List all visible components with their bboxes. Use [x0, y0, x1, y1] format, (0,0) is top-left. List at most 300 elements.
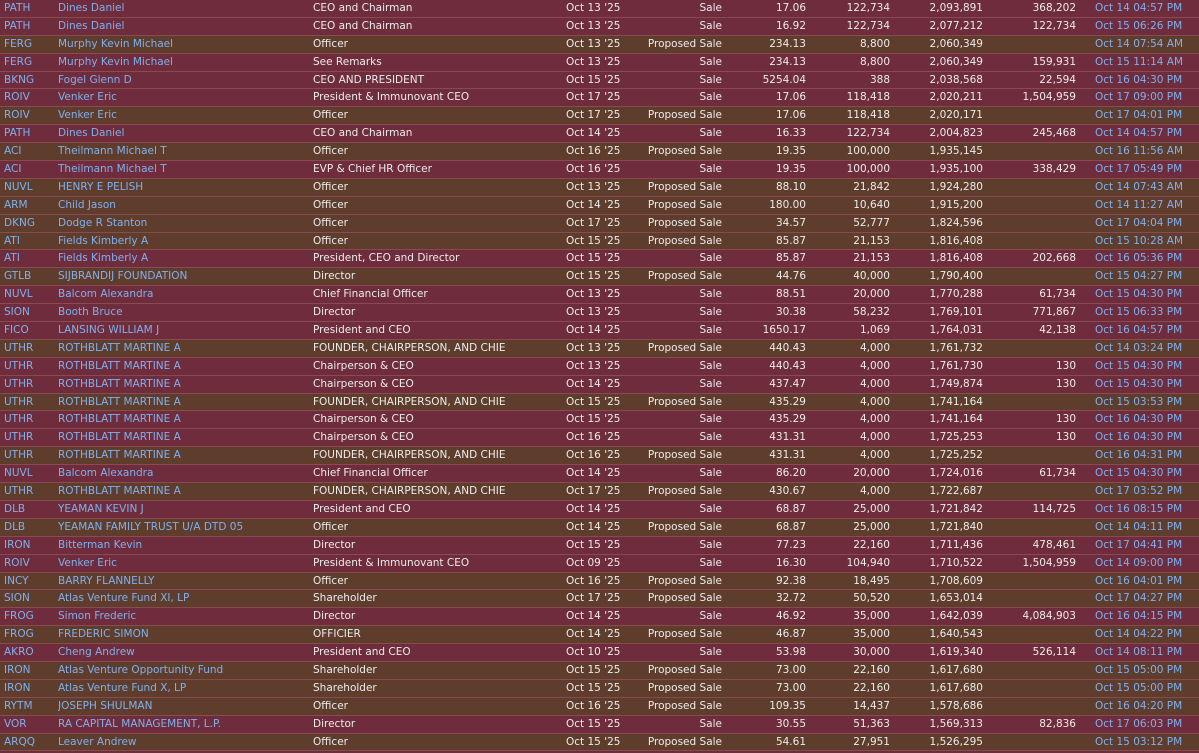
owner-link[interactable]: Dines Daniel — [58, 127, 125, 140]
table-row[interactable] — [0, 125, 1199, 143]
sec-form-link[interactable]: Oct 16 04:20 PM — [1095, 699, 1183, 712]
relationship-cell: Officer — [313, 109, 348, 122]
transaction-cell: Sale — [699, 610, 722, 623]
sec-form-link[interactable]: Oct 14 04:22 PM — [1095, 628, 1183, 641]
table-row[interactable] — [0, 662, 1199, 680]
table-row[interactable] — [0, 698, 1199, 716]
date-cell: Oct 15 '25 — [566, 270, 621, 283]
owner-link[interactable]: Murphy Kevin Michael — [58, 37, 174, 50]
ticker-link[interactable]: ROIV — [4, 91, 30, 104]
relationship-cell: CEO and Chairman — [313, 2, 413, 14]
date-cell: Oct 13 '25 — [566, 288, 621, 301]
sec-form-link[interactable]: Oct 14 09:00 PM — [1095, 556, 1183, 569]
cost-cell: 46.92 — [775, 610, 806, 623]
table-row[interactable] — [0, 447, 1199, 465]
owner-link[interactable]: ROTHBLATT MARTINE A — [58, 395, 181, 408]
table-row[interactable] — [0, 626, 1199, 644]
sec-form-link[interactable]: Oct 15 03:12 PM — [1095, 735, 1183, 748]
cost-cell: 30.38 — [775, 306, 806, 319]
ticker-link[interactable]: DLB — [4, 502, 26, 515]
relationship-cell: CEO and Chairman — [313, 19, 413, 32]
shares-cell: 118,418 — [846, 91, 890, 104]
sec-form-link[interactable]: Oct 16 08:15 PM — [1095, 502, 1183, 515]
sec-form-link[interactable]: Oct 15 04:27 PM — [1095, 270, 1183, 283]
table-row[interactable] — [0, 304, 1199, 322]
shares-total-cell: 478,461 — [1032, 538, 1076, 551]
owner-link[interactable]: Fields Kimberly A — [58, 252, 149, 265]
table-row[interactable] — [0, 197, 1199, 215]
owner-link[interactable]: Murphy Kevin Michael — [58, 55, 174, 68]
sec-form-link[interactable]: Oct 15 05:00 PM — [1095, 681, 1183, 694]
table-row[interactable] — [0, 179, 1199, 197]
ticker-link[interactable]: RYTM — [4, 699, 33, 712]
sec-form-link[interactable]: Oct 15 06:26 PM — [1095, 19, 1183, 32]
table-row[interactable] — [0, 143, 1199, 161]
table-row[interactable] — [0, 608, 1199, 626]
relationship-cell: FOUNDER, CHAIRPERSON, AND CHIE — [313, 449, 506, 462]
ticker-link[interactable]: VOR — [4, 717, 27, 730]
value-cell: 1,790,400 — [929, 270, 983, 283]
table-row[interactable] — [0, 555, 1199, 573]
sec-form-link[interactable]: Oct 17 05:49 PM — [1095, 163, 1183, 176]
cost-cell: 109.35 — [769, 699, 806, 712]
sec-form-link[interactable]: Oct 15 04:30 PM — [1095, 467, 1183, 480]
sec-form-link[interactable]: Oct 15 03:53 PM — [1095, 395, 1183, 408]
owner-link[interactable]: Cheng Andrew — [58, 646, 135, 659]
owner-link[interactable]: Dines Daniel — [58, 2, 125, 14]
owner-link[interactable]: Venker Eric — [58, 91, 117, 104]
transaction-cell: Proposed Sale — [647, 520, 722, 533]
ticker-link[interactable]: DLB — [4, 520, 26, 533]
ticker-link[interactable]: NUVL — [4, 467, 33, 480]
owner-link[interactable]: Fields Kimberly A — [58, 234, 149, 247]
owner-link[interactable]: JOSEPH SHULMAN — [58, 699, 153, 712]
table-row[interactable] — [0, 72, 1199, 90]
sec-form-link[interactable]: Oct 16 04:31 PM — [1095, 449, 1183, 462]
table-row[interactable] — [0, 501, 1199, 519]
shares-total-cell: 159,931 — [1032, 55, 1076, 68]
shares-cell: 35,000 — [853, 628, 890, 641]
sec-form-link[interactable]: Oct 14 03:24 PM — [1095, 341, 1183, 354]
date-cell: Oct 14 '25 — [566, 520, 621, 533]
ticker-link[interactable]: FERG — [4, 37, 33, 50]
cost-cell: 53.98 — [775, 646, 806, 659]
cost-cell: 16.92 — [775, 19, 806, 32]
value-cell: 1,710,522 — [929, 556, 983, 569]
ticker-link[interactable]: ROIV — [4, 109, 30, 122]
transaction-cell: Sale — [699, 163, 722, 176]
ticker-link[interactable]: IRON — [4, 663, 31, 676]
owner-link[interactable]: HENRY E PELISH — [58, 180, 144, 193]
relationship-cell: FOUNDER, CHAIRPERSON, AND CHIE — [313, 485, 506, 498]
owner-link[interactable]: Venker Eric — [58, 556, 117, 569]
table-row[interactable] — [0, 268, 1199, 286]
ticker-link[interactable]: FICO — [4, 324, 29, 337]
cost-cell: 5254.04 — [762, 73, 806, 86]
shares-cell: 51,363 — [853, 717, 890, 730]
transaction-cell: Sale — [699, 646, 722, 659]
table-row[interactable] — [0, 286, 1199, 304]
date-cell: Oct 13 '25 — [566, 180, 621, 193]
shares-cell: 10,640 — [853, 198, 890, 211]
ticker-link[interactable]: AKRO — [4, 646, 34, 659]
relationship-cell: EVP & Chief HR Officer — [313, 163, 432, 176]
relationship-cell: President and CEO — [313, 324, 411, 337]
owner-link[interactable]: SIJBRANDIJ FOUNDATION — [58, 270, 188, 283]
shares-cell: 20,000 — [853, 467, 890, 480]
transaction-cell: Sale — [699, 288, 722, 301]
shares-cell: 4,000 — [859, 395, 890, 408]
cost-cell: 73.00 — [775, 663, 806, 676]
ticker-link[interactable]: PATH — [4, 127, 31, 140]
sec-form-link[interactable]: Oct 14 07:43 AM — [1095, 180, 1184, 193]
owner-link[interactable]: Balcom Alexandra — [58, 288, 154, 301]
value-cell: 2,020,211 — [929, 91, 983, 104]
shares-cell: 4,000 — [859, 431, 890, 444]
cost-cell: 85.87 — [775, 234, 806, 247]
value-cell: 1,619,340 — [929, 646, 983, 659]
table-row[interactable] — [0, 36, 1199, 54]
sec-form-link[interactable]: Oct 16 05:36 PM — [1095, 252, 1183, 265]
owner-link[interactable]: FREDERIC SIMON — [58, 628, 149, 641]
ticker-link[interactable]: UTHR — [4, 449, 34, 462]
cost-cell: 1650.17 — [762, 324, 806, 337]
date-cell: Oct 17 '25 — [566, 109, 621, 122]
transaction-cell: Sale — [699, 413, 722, 426]
sec-form-link[interactable]: Oct 14 04:11 PM — [1095, 520, 1183, 533]
relationship-cell: Officer — [313, 37, 348, 50]
shares-cell: 25,000 — [853, 520, 890, 533]
table-row[interactable] — [0, 429, 1199, 447]
ticker-link[interactable]: UTHR — [4, 395, 34, 408]
sec-form-link[interactable]: Oct 15 04:30 PM — [1095, 288, 1183, 301]
value-cell: 1,722,687 — [929, 485, 983, 498]
ticker-link[interactable]: ACI — [4, 145, 22, 158]
ticker-link[interactable]: UTHR — [4, 359, 34, 372]
shares-cell: 100,000 — [846, 145, 890, 158]
date-cell: Oct 16 '25 — [566, 431, 621, 444]
transaction-cell: Sale — [699, 55, 722, 68]
relationship-cell: Chairperson & CEO — [313, 431, 414, 444]
relationship-cell: FOUNDER, CHAIRPERSON, AND CHIE — [313, 341, 506, 354]
table-row[interactable] — [0, 537, 1199, 555]
value-cell: 1,711,436 — [929, 538, 983, 551]
shares-cell: 100,000 — [846, 163, 890, 176]
owner-link[interactable]: ROTHBLATT MARTINE A — [58, 413, 181, 426]
sec-form-link[interactable]: Oct 17 09:00 PM — [1095, 91, 1183, 104]
ticker-link[interactable]: PATH — [4, 2, 31, 14]
owner-link[interactable]: Atlas Venture Fund XI, LP — [58, 592, 190, 605]
sec-form-link[interactable]: Oct 14 04:57 PM — [1095, 127, 1183, 140]
ticker-link[interactable]: ACI — [4, 163, 22, 176]
cost-cell: 19.35 — [775, 145, 806, 158]
ticker-link[interactable]: ATI — [4, 252, 20, 265]
value-cell: 2,060,349 — [929, 37, 983, 50]
table-row[interactable] — [0, 54, 1199, 72]
table-row[interactable] — [0, 680, 1199, 698]
value-cell: 1,708,609 — [929, 574, 983, 587]
ticker-link[interactable]: FROG — [4, 610, 34, 623]
table-row[interactable] — [0, 107, 1199, 125]
table-row[interactable] — [0, 519, 1199, 537]
ticker-link[interactable]: NUVL — [4, 288, 33, 301]
table-row[interactable] — [0, 322, 1199, 340]
shares-total-cell: 130 — [1055, 413, 1076, 426]
table-row[interactable] — [0, 233, 1199, 251]
owner-link[interactable]: Booth Bruce — [58, 306, 123, 319]
shares-cell: 21,842 — [853, 180, 890, 193]
date-cell: Oct 15 '25 — [566, 735, 621, 748]
date-cell: Oct 14 '25 — [566, 610, 621, 623]
owner-link[interactable]: Dines Daniel — [58, 19, 125, 32]
relationship-cell: Director — [313, 306, 356, 319]
date-cell: Oct 15 '25 — [566, 717, 621, 730]
owner-link[interactable]: Leaver Andrew — [58, 735, 137, 748]
transaction-cell: Sale — [699, 556, 722, 569]
table-row[interactable] — [0, 161, 1199, 179]
value-cell: 1,761,730 — [929, 359, 983, 372]
relationship-cell: Chairperson & CEO — [313, 377, 414, 390]
shares-cell: 22,160 — [853, 663, 890, 676]
table-row[interactable] — [0, 18, 1199, 36]
shares-total-cell: 771,867 — [1032, 306, 1076, 319]
relationship-cell: President & Immunovant CEO — [313, 91, 470, 104]
shares-total-cell: 82,836 — [1039, 717, 1076, 730]
ticker-link[interactable]: IRON — [4, 538, 31, 551]
transaction-cell: Proposed Sale — [647, 592, 722, 605]
owner-link[interactable]: Atlas Venture Fund X, LP — [58, 681, 187, 694]
owner-link[interactable]: Balcom Alexandra — [58, 467, 154, 480]
owner-link[interactable]: Bitterman Kevin — [58, 538, 143, 551]
sec-form-link[interactable]: Oct 15 04:30 PM — [1095, 377, 1183, 390]
relationship-cell: CEO AND PRESIDENT — [313, 73, 425, 86]
date-cell: Oct 09 '25 — [566, 556, 621, 569]
table-row[interactable] — [0, 483, 1199, 501]
value-cell: 1,824,596 — [929, 216, 983, 229]
sec-form-link[interactable]: Oct 16 04:30 PM — [1095, 73, 1183, 86]
transaction-cell: Sale — [699, 359, 722, 372]
ticker-link[interactable]: INCY — [4, 574, 29, 587]
date-cell: Oct 15 '25 — [566, 73, 621, 86]
owner-link[interactable]: RA CAPITAL MANAGEMENT, L.P. — [58, 717, 222, 730]
value-cell: 2,038,568 — [929, 73, 983, 86]
cost-cell: 86.20 — [775, 467, 806, 480]
cost-cell: 77.23 — [775, 538, 806, 551]
table-row[interactable] — [0, 734, 1199, 752]
date-cell: Oct 10 '25 — [566, 646, 621, 659]
sec-form-link[interactable]: Oct 17 04:27 PM — [1095, 592, 1183, 605]
owner-link[interactable]: LANSING WILLIAM J — [58, 324, 160, 337]
table-row[interactable] — [0, 644, 1199, 662]
sec-form-link[interactable]: Oct 17 04:41 PM — [1095, 538, 1183, 551]
sec-form-link[interactable]: Oct 15 06:33 PM — [1095, 306, 1183, 319]
sec-form-link[interactable]: Oct 17 04:04 PM — [1095, 216, 1183, 229]
value-cell: 1,721,840 — [929, 520, 983, 533]
sec-form-link[interactable]: Oct 15 04:30 PM — [1095, 359, 1183, 372]
owner-link[interactable]: YEAMAN FAMILY TRUST U/A DTD 05 — [58, 520, 244, 533]
shares-cell: 21,153 — [853, 234, 890, 247]
shares-cell: 4,000 — [859, 377, 890, 390]
shares-total-cell: 61,734 — [1039, 467, 1076, 480]
sec-form-link[interactable]: Oct 16 04:15 PM — [1095, 610, 1183, 623]
date-cell: Oct 15 '25 — [566, 538, 621, 551]
transaction-cell: Proposed Sale — [647, 216, 722, 229]
ticker-link[interactable]: FROG — [4, 628, 34, 641]
relationship-cell: Officer — [313, 574, 348, 587]
owner-link[interactable]: ROTHBLATT MARTINE A — [58, 377, 181, 390]
sec-form-link[interactable]: Oct 14 07:54 AM — [1095, 37, 1184, 50]
transaction-cell: Proposed Sale — [647, 37, 722, 50]
shares-total-cell: 114,725 — [1032, 502, 1076, 515]
shares-total-cell: 130 — [1055, 431, 1076, 444]
ticker-link[interactable]: ROIV — [4, 556, 30, 569]
date-cell: Oct 13 '25 — [566, 37, 621, 50]
cost-cell: 234.13 — [769, 55, 806, 68]
cost-cell: 234.13 — [769, 37, 806, 50]
sec-form-link[interactable]: Oct 16 04:30 PM — [1095, 431, 1183, 444]
ticker-link[interactable]: UTHR — [4, 413, 34, 426]
table-row[interactable] — [0, 394, 1199, 412]
shares-cell: 18,495 — [853, 574, 890, 587]
cost-cell: 17.06 — [775, 91, 806, 104]
owner-link[interactable]: BARRY FLANNELLY — [58, 574, 155, 587]
ticker-link[interactable]: UTHR — [4, 377, 34, 390]
transaction-cell: Proposed Sale — [647, 574, 722, 587]
value-cell: 1,761,732 — [929, 341, 983, 354]
ticker-link[interactable]: ARQQ — [4, 735, 36, 748]
shares-cell: 40,000 — [853, 270, 890, 283]
shares-cell: 122,734 — [846, 127, 890, 140]
ticker-link[interactable]: IRON — [4, 681, 31, 694]
transaction-cell: Sale — [699, 306, 722, 319]
relationship-cell: Director — [313, 538, 356, 551]
sec-form-link[interactable]: Oct 15 10:28 AM — [1095, 234, 1184, 247]
transaction-cell: Sale — [699, 538, 722, 551]
value-cell: 1,915,200 — [929, 198, 983, 211]
transaction-cell: Proposed Sale — [647, 109, 722, 122]
table-row[interactable] — [0, 716, 1199, 734]
ticker-link[interactable]: BKNG — [4, 73, 35, 86]
table-row[interactable] — [0, 376, 1199, 394]
ticker-link[interactable]: SION — [4, 592, 30, 605]
sec-form-link[interactable]: Oct 16 11:56 AM — [1095, 145, 1184, 158]
ticker-link[interactable]: ATI — [4, 234, 20, 247]
table-row[interactable] — [0, 215, 1199, 233]
ticker-link[interactable]: FERG — [4, 55, 33, 68]
transaction-cell: Sale — [699, 91, 722, 104]
transaction-cell: Proposed Sale — [647, 180, 722, 193]
ticker-link[interactable]: GTLB — [4, 270, 32, 283]
table-row[interactable] — [0, 358, 1199, 376]
cost-cell: 17.06 — [775, 109, 806, 122]
relationship-cell: Director — [313, 717, 356, 730]
owner-link[interactable]: ROTHBLATT MARTINE A — [58, 359, 181, 372]
sec-form-link[interactable]: Oct 17 06:03 PM — [1095, 717, 1183, 730]
shares-cell: 21,153 — [853, 252, 890, 265]
shares-cell: 30,000 — [853, 646, 890, 659]
date-cell: Oct 14 '25 — [566, 502, 621, 515]
ticker-link[interactable]: UTHR — [4, 485, 34, 498]
sec-form-link[interactable]: Oct 14 08:11 PM — [1095, 646, 1183, 659]
table-row[interactable] — [0, 89, 1199, 107]
shares-total-cell: 122,734 — [1032, 19, 1076, 32]
value-cell: 1,764,031 — [929, 324, 983, 337]
owner-link[interactable]: Theilmann Michael T — [58, 145, 167, 158]
transaction-cell: Sale — [699, 324, 722, 337]
transaction-cell: Sale — [699, 2, 722, 14]
ticker-link[interactable]: PATH — [4, 19, 31, 32]
sec-form-link[interactable]: Oct 16 04:57 PM — [1095, 324, 1183, 337]
sec-form-link[interactable]: Oct 17 04:01 PM — [1095, 109, 1183, 122]
ticker-link[interactable]: UTHR — [4, 341, 34, 354]
sec-form-link[interactable]: Oct 16 04:30 PM — [1095, 413, 1183, 426]
sec-form-link[interactable]: Oct 17 03:52 PM — [1095, 485, 1183, 498]
cost-cell: 16.33 — [775, 127, 806, 140]
sec-form-link[interactable]: Oct 14 11:27 AM — [1095, 198, 1184, 211]
shares-cell: 22,160 — [853, 681, 890, 694]
table-row[interactable] — [0, 0, 1199, 18]
owner-link[interactable]: Child Jason — [58, 198, 116, 211]
date-cell: Oct 15 '25 — [566, 663, 621, 676]
sec-form-link[interactable]: Oct 15 11:14 AM — [1095, 55, 1184, 68]
owner-link[interactable]: YEAMAN KEVIN J — [58, 502, 144, 515]
owner-link[interactable]: ROTHBLATT MARTINE A — [58, 449, 181, 462]
owner-link[interactable]: Simon Frederic — [58, 610, 137, 623]
relationship-cell: President, CEO and Director — [313, 252, 460, 265]
ticker-link[interactable]: NUVL — [4, 180, 33, 193]
owner-link[interactable]: Dodge R Stanton — [58, 216, 148, 229]
transaction-cell: Sale — [699, 127, 722, 140]
shares-cell: 8,800 — [859, 37, 890, 50]
shares-total-cell: 202,668 — [1032, 252, 1076, 265]
table-row[interactable] — [0, 411, 1199, 429]
ticker-link[interactable]: UTHR — [4, 431, 34, 444]
shares-total-cell: 526,114 — [1032, 646, 1076, 659]
transaction-cell: Proposed Sale — [647, 234, 722, 247]
relationship-cell: Chief Financial Officer — [313, 288, 428, 301]
owner-link[interactable]: Atlas Venture Opportunity Fund — [58, 663, 224, 676]
owner-link[interactable]: ROTHBLATT MARTINE A — [58, 341, 181, 354]
owner-link[interactable]: Theilmann Michael T — [58, 163, 167, 176]
value-cell: 1,770,288 — [929, 288, 983, 301]
owner-link[interactable]: ROTHBLATT MARTINE A — [58, 431, 181, 444]
owner-link[interactable]: Venker Eric — [58, 109, 117, 122]
date-cell: Oct 16 '25 — [566, 163, 621, 176]
sec-form-link[interactable]: Oct 15 05:00 PM — [1095, 663, 1183, 676]
table-row[interactable] — [0, 590, 1199, 608]
ticker-link[interactable]: SION — [4, 306, 30, 319]
ticker-link[interactable]: ARM — [4, 198, 28, 211]
cost-cell: 30.55 — [775, 717, 806, 730]
cost-cell: 73.00 — [775, 681, 806, 694]
table-row[interactable] — [0, 340, 1199, 358]
table-row[interactable] — [0, 465, 1199, 483]
cost-cell: 44.76 — [775, 270, 806, 283]
shares-cell: 388 — [869, 73, 890, 86]
owner-link[interactable]: ROTHBLATT MARTINE A — [58, 485, 181, 498]
transaction-cell: Proposed Sale — [647, 681, 722, 694]
value-cell: 2,060,349 — [929, 55, 983, 68]
sec-form-link[interactable]: Oct 16 04:01 PM — [1095, 574, 1183, 587]
table-row[interactable] — [0, 250, 1199, 268]
sec-form-link[interactable]: Oct 14 04:57 PM — [1095, 2, 1183, 14]
value-cell: 2,020,171 — [929, 109, 983, 122]
owner-link[interactable]: Fogel Glenn D — [58, 73, 132, 86]
cost-cell: 431.31 — [769, 449, 806, 462]
relationship-cell: Director — [313, 610, 356, 623]
table-row[interactable] — [0, 573, 1199, 591]
ticker-link[interactable]: DKNG — [4, 216, 35, 229]
